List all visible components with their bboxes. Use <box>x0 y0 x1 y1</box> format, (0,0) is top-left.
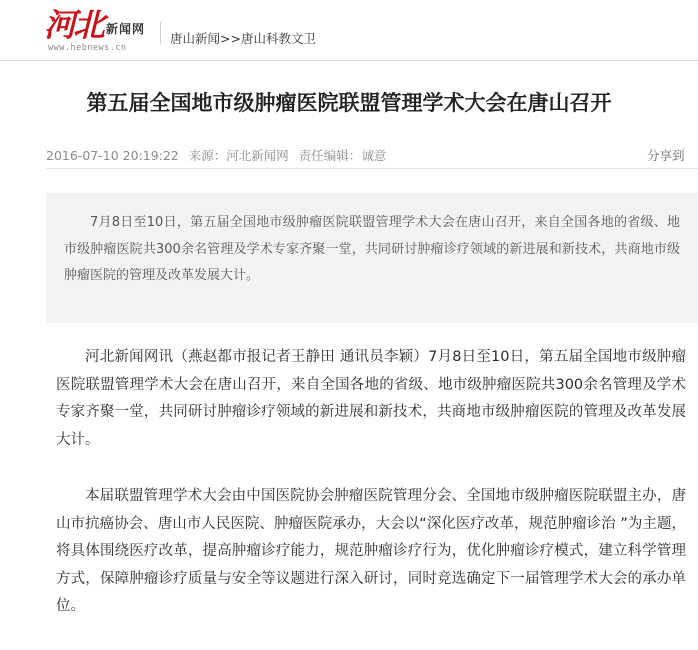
header-divider <box>160 22 161 44</box>
breadcrumb-link-tangshan-news[interactable]: 唐山新闻 <box>170 31 221 46</box>
article-meta <box>46 148 386 164</box>
header-divider-line <box>0 60 698 61</box>
breadcrumb-separator: >> <box>220 31 241 46</box>
article-editor: 诚意 <box>361 148 387 163</box>
article-title: 第五届全国地市级肿瘤医院联盟管理学术大会在唐山召开 <box>86 91 612 115</box>
breadcrumb <box>170 31 316 47</box>
article-paragraph: 河北新闻网讯（燕赵都市报记者王静田 通讯员李颖）7月8日至10日，第五届全国地市级肿瘤医院联盟管理学术大会在唐山召开，来自全国各地的省级、地市级肿瘤医院共300余名管理及学术专家齐聚一堂，共同研讨肿瘤诊疗领域的新进展和新技术，共商地市级肿瘤医院的管理及改革发展大计。 <box>56 349 686 448</box>
site-header <box>0 0 698 60</box>
article-datetime: 2016-07-10 20:19:22 <box>46 148 179 163</box>
article-body <box>56 344 686 650</box>
meta-divider <box>46 168 698 169</box>
share-button[interactable]: 分享到 <box>647 148 685 163</box>
logo-name: 新闻网 <box>106 22 146 36</box>
editor-label: 责任编辑： <box>298 148 362 163</box>
article-paragraph: 本届联盟管理学术大会由中国医院协会肿瘤医院管理分会、全国地市级肿瘤医院联盟主办，唐山市抗癌协会、唐山市人民医院、肿瘤医院承办，大会以“深化医疗改革，规范肿瘤诊治 ”为主题，将具体围绕医疗改革，提高肿瘤诊疗能力，规范肿瘤诊疗行为，优化肿瘤诊疗模式，建立科学管理方式，保障肿瘤诊疗质量与安全等议题进行深入研讨，同时竞选确定下一届管理学术大会的承办单位。 <box>56 488 686 614</box>
logo-mark: 河北 <box>44 6 103 44</box>
site-logo[interactable] <box>44 6 156 53</box>
logo-domain: www.hebnews.cn <box>48 43 127 53</box>
breadcrumb-link-tangshan-culture[interactable]: 唐山科教文卫 <box>240 31 316 46</box>
source-label: 来源： <box>188 148 227 163</box>
article-summary-box <box>46 193 698 323</box>
article-summary: 7月8日至10日，第五届全国地市级肿瘤医院联盟管理学术大会在唐山召开，来自全国各地的省级、地市级肿瘤医院共300余名管理及学术专家齐聚一堂，共同研讨肿瘤诊疗领域的新进展和新技术，共商地市级肿瘤医院的管理及改革发展大计。 <box>64 215 680 283</box>
article-source: 河北新闻网 <box>226 148 289 163</box>
